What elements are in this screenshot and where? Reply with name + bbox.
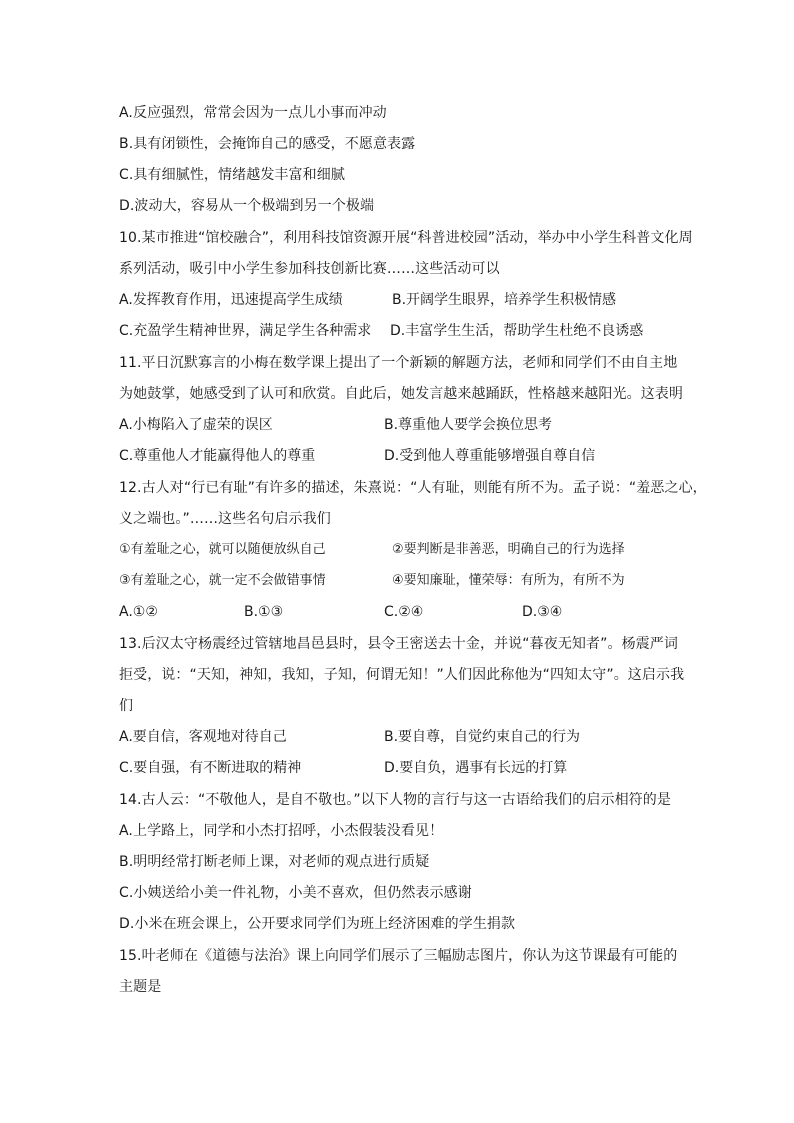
q10-option-c: C.充盈学生精神世界，满足学生各种需求: [119, 323, 372, 339]
q11-stem-line1: 11.平日沉默寡言的小梅在数学课上提出了一个新颖的解题方法，老师和同学们不由自主地: [119, 355, 678, 371]
q12-statement-1: ①有羞耻之心，就可以随便放纵自己: [119, 542, 326, 557]
q10-option-d: D.丰富学生生活，帮助学生杜绝不良诱惑: [390, 323, 644, 339]
q9-option-c: C.具有细腻性，情绪越发丰富和细腻: [119, 167, 345, 183]
q15-stem-line1: 15.叶老师在《道德与法治》课上向同学们展示了三幅励志图片，你认为这节课最有可能的: [119, 948, 678, 964]
q13-option-a: A.要自信，客观地对待自己: [119, 729, 287, 745]
q11-option-b: B.尊重他人要学会换位思考: [384, 417, 553, 433]
q14-option-a: A.上学路上，同学和小杰打招呼，小杰假装没看见！: [119, 823, 444, 839]
q9-option-b: B.具有闭锁性，会掩饰自己的感受，不愿意表露: [119, 136, 416, 152]
q14-option-b: B.明明经常打断老师上课，对老师的观点进行质疑: [119, 854, 430, 870]
q11-option-d: D.受到他人尊重能够增强自尊自信: [384, 448, 596, 464]
q9-option-d: D.波动大，容易从一个极端到另一个极端: [119, 198, 375, 214]
q10-stem-line1: 10.某市推进“馆校融合”，利用科技馆资源开展“科普进校园”活动，举办中小学生科普文化周: [119, 230, 693, 246]
q15-stem-line2: 主题是: [119, 979, 162, 995]
q11-stem-line2: 为她鼓掌，她感受到了认可和欣赏。自此后，她发言越来越踊跃，性格越来越阳光。这表明: [119, 386, 683, 402]
q12-statement-4: ④要知廉耻，懂荣辱：有所为，有所不为: [392, 573, 625, 588]
q13-stem-line2: 拒受，说：“天知，神知，我知，子知，何谓无知！”人们因此称他为“四知太守”。这启示我: [119, 667, 685, 683]
q12-statement-3: ③有羞耻之心，就一定不会做错事情: [119, 573, 326, 588]
q11-option-a: A.小梅陷入了虚荣的误区: [119, 417, 273, 433]
q13-option-d: D.要自负，遇事有长远的打算: [384, 760, 568, 776]
q11-option-c: C.尊重他人才能赢得他人的尊重: [119, 448, 316, 464]
q13-option-b: B.要自尊，自觉约束自己的行为: [384, 729, 581, 745]
q13-stem-line1: 13.后汉太守杨震经过管辖地昌邑县时，县令王密送去十金，并说“暮夜无知者”。杨震严词: [119, 636, 678, 652]
q9-option-a: A.反应强烈，常常会因为一点儿小事而冲动: [119, 105, 387, 121]
q12-stem-line1: 12.古人对“行已有耻”有许多的描述，朱熹说：“人有耻，则能有所不为。孟子说：“羞恶之心，: [119, 480, 707, 496]
q13-option-c: C.要自强，有不断进取的精神: [119, 760, 302, 776]
q14-option-c: C.小姨送给小美一件礼物，小美不喜欢，但仍然表示感谢: [119, 885, 472, 901]
q12-stem-line2: 义之端也。”……这些名句启示我们: [119, 511, 331, 527]
q12-option-d: D.③④: [522, 604, 563, 620]
q12-option-a: A.①②: [119, 604, 158, 620]
q12-option-c: C.②④: [384, 604, 424, 620]
q14-stem: 14.古人云：“不敬他人，是自不敬也。”以下人物的言行与这一古语给我们的启示相符的是: [119, 792, 671, 808]
q10-stem-line2: 系列活动，吸引中小学生参加科技创新比赛……这些活动可以: [119, 261, 500, 277]
q10-option-a: A.发挥教育作用，迅速提高学生成绩: [119, 292, 343, 308]
q13-stem-line3: 们: [119, 698, 134, 714]
q12-statement-2: ②要判断是非善恶，明确自己的行为选择: [392, 542, 625, 557]
q12-option-b: B.①③: [244, 604, 284, 620]
q10-option-b: B.开阔学生眼界，培养学生积极情感: [392, 292, 617, 308]
q14-option-d: D.小米在班会课上，公开要求同学们为班上经济困难的学生捐款: [119, 916, 516, 932]
